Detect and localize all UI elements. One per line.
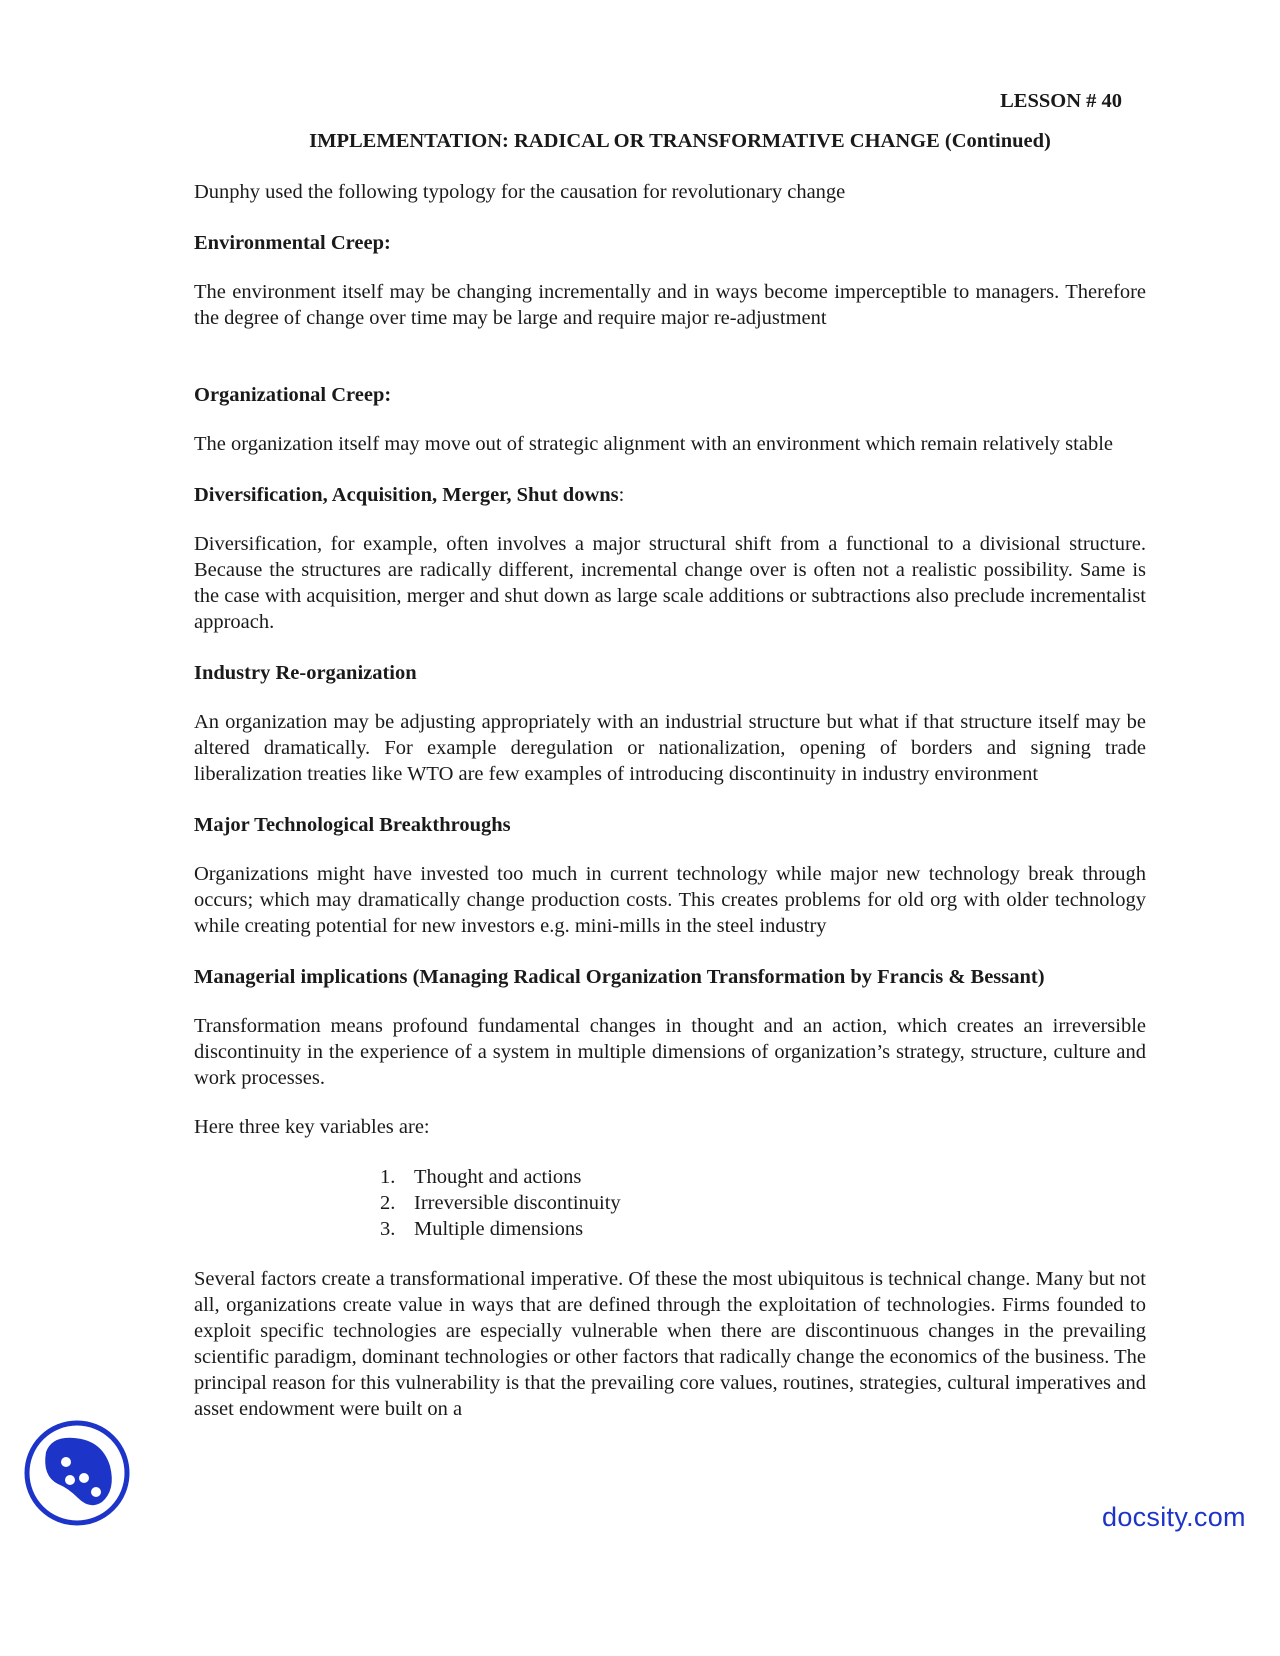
paragraph-key-variables-intro: Here three key variables are:	[194, 1116, 430, 1138]
docsity-logo-graphic	[22, 1418, 132, 1528]
list-item	[380, 1216, 1146, 1242]
heading-environmental-creep: Environmental Creep:	[194, 232, 391, 254]
list-item-number: 2.	[380, 1192, 396, 1214]
list-item	[380, 1164, 1146, 1190]
list-item-text: Thought and actions	[414, 1166, 582, 1188]
list-item-number: 1.	[380, 1166, 396, 1188]
intro-paragraph: Dunphy used the following typology for the causation for revolutionary change	[194, 181, 846, 203]
paragraph-diversification: Diversification, for example, often involves a major structural shift from a functional to a divisional structure. Because the structures are radically different, incremental change over is often not a realistic possibility. Same is the case with acquisition, merger and shut down as large scale additions or subtractions also preclude incrementalist approach.	[194, 533, 1146, 633]
docsity-logo-icon[interactable]	[22, 1418, 132, 1528]
heading-organizational-creep: Organizational Creep:	[194, 384, 392, 406]
heading-diversification-colon: :	[618, 484, 625, 506]
heading-industry-reorganization: Industry Re-organization	[194, 662, 417, 684]
list-item	[380, 1190, 1146, 1216]
lesson-number: LESSON # 40	[1000, 90, 1122, 112]
page-content	[194, 88, 1146, 1422]
paragraph-organizational-creep: The organization itself may move out of strategic alignment with an environment which remain relatively stable	[194, 433, 1113, 455]
paragraph-technological-breakthroughs: Organizations might have invested too much in current technology while major new technology break through occurs; which may dramatically change production costs. This creates problems for old org with older technology while creating potential for new investors e.g. mini-mills in the steel industry	[194, 863, 1146, 937]
paragraph-transformation: Transformation means profound fundamental changes in thought and an action, which creates an irreversible discontinuity in the experience of a system in multiple dimensions of organization’s strategy, structure, culture and work processes.	[194, 1015, 1146, 1089]
list-item-text: Multiple dimensions	[414, 1218, 584, 1240]
paragraph-industry-reorganization: An organization may be adjusting appropriately with an industrial structure but what if that structure itself may be altered dramatically. For example deregulation or nationalization, opening of borders and signing trade liberalization treaties like WTO are few examples of introducing discontinuity in industry environment	[194, 711, 1146, 785]
heading-managerial-implications: Managerial implications (Managing Radical Organization Transformation by Francis & Bessant)	[194, 966, 1045, 988]
list-item-text: Irreversible discontinuity	[414, 1192, 621, 1214]
docsity-brand-link[interactable]: docsity.com	[1102, 1502, 1246, 1532]
page-title: IMPLEMENTATION: RADICAL OR TRANSFORMATIVE CHANGE (Continued)	[309, 130, 1051, 152]
heading-diversification-text: Diversification, Acquisition, Merger, Shut downs	[194, 484, 619, 506]
paragraph-transformational-imperative: Several factors create a transformational imperative. Of these the most ubiquitous is technical change. Many but not all, organizations create value in ways that are defined through the exploitation of technologies. Firms founded to exploit specific technologies are especially vulnerable when there are discontinuous changes in the prevailing scientific paradigm, dominant technologies or other factors that radically change the economics of the business. The principal reason for this vulnerability is that the prevailing core values, routines, strategies, cultural imperatives and asset endowment were built on a	[194, 1268, 1146, 1420]
list-item-number: 3.	[380, 1218, 396, 1240]
heading-diversification	[194, 482, 1146, 508]
heading-technological-breakthroughs: Major Technological Breakthroughs	[194, 814, 511, 836]
paragraph-environmental-creep: The environment itself may be changing incrementally and in ways become imperceptible to managers. Therefore the degree of change over time may be large and require major re-adjustment	[194, 281, 1146, 329]
key-variables-list	[380, 1164, 1146, 1242]
